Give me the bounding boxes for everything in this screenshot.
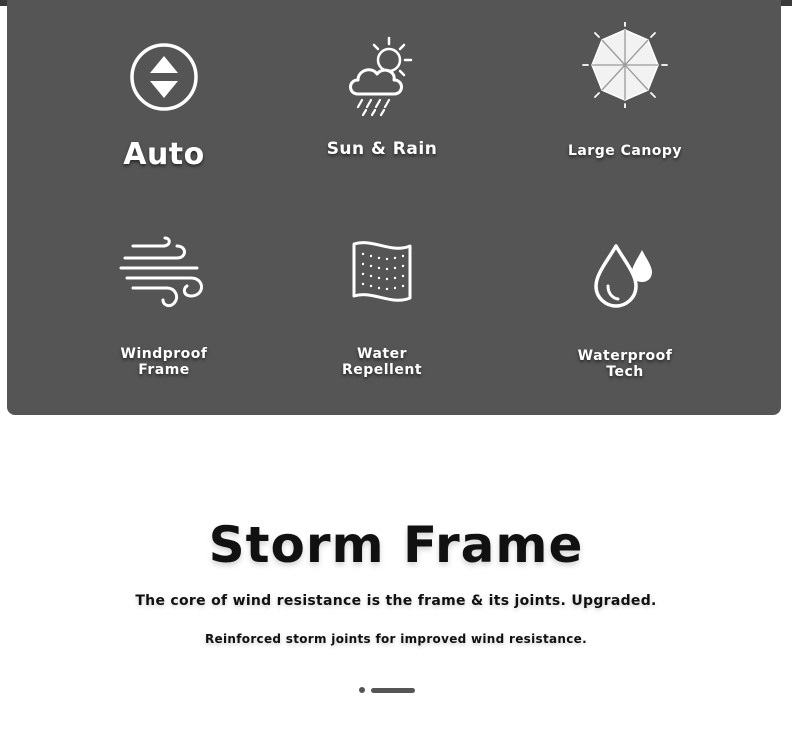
feature-large-canopy [515,0,735,200]
water-drops-icon [594,242,656,308]
wind-icon [119,236,209,312]
feature-label-water-repellent: Water Repellent [341,346,423,378]
fabric-icon [349,240,415,304]
feature-panel [7,0,781,415]
feature-windproof-frame [54,200,274,400]
feature-water-repellent [272,200,492,400]
storm-frame-section [0,415,792,744]
pager-dot-2-active[interactable] [371,688,415,693]
feature-auto [54,0,274,200]
umbrella-canopy-icon [582,22,668,108]
section-note: Reinforced storm joints for improved wind resistance. [205,632,587,646]
feature-label-windproof-frame: Windproof Frame [120,346,208,378]
auto-open-icon [129,42,199,112]
pager-dot-1[interactable] [359,687,365,693]
sun-cloud-rain-icon [344,34,420,120]
feature-label-auto: Auto [123,137,205,172]
feature-waterproof-tech [515,200,735,400]
carousel-pager [359,687,419,693]
feature-label-sun-rain: Sun & Rain [326,139,438,159]
feature-label-large-canopy: Large Canopy [567,143,683,159]
feature-sun-rain [272,0,492,200]
section-subtitle: The core of wind resistance is the frame & its joints. Upgraded. [135,593,657,609]
feature-label-waterproof-tech: Waterproof Tech [577,348,673,380]
page-title: Storm Frame [208,516,584,574]
